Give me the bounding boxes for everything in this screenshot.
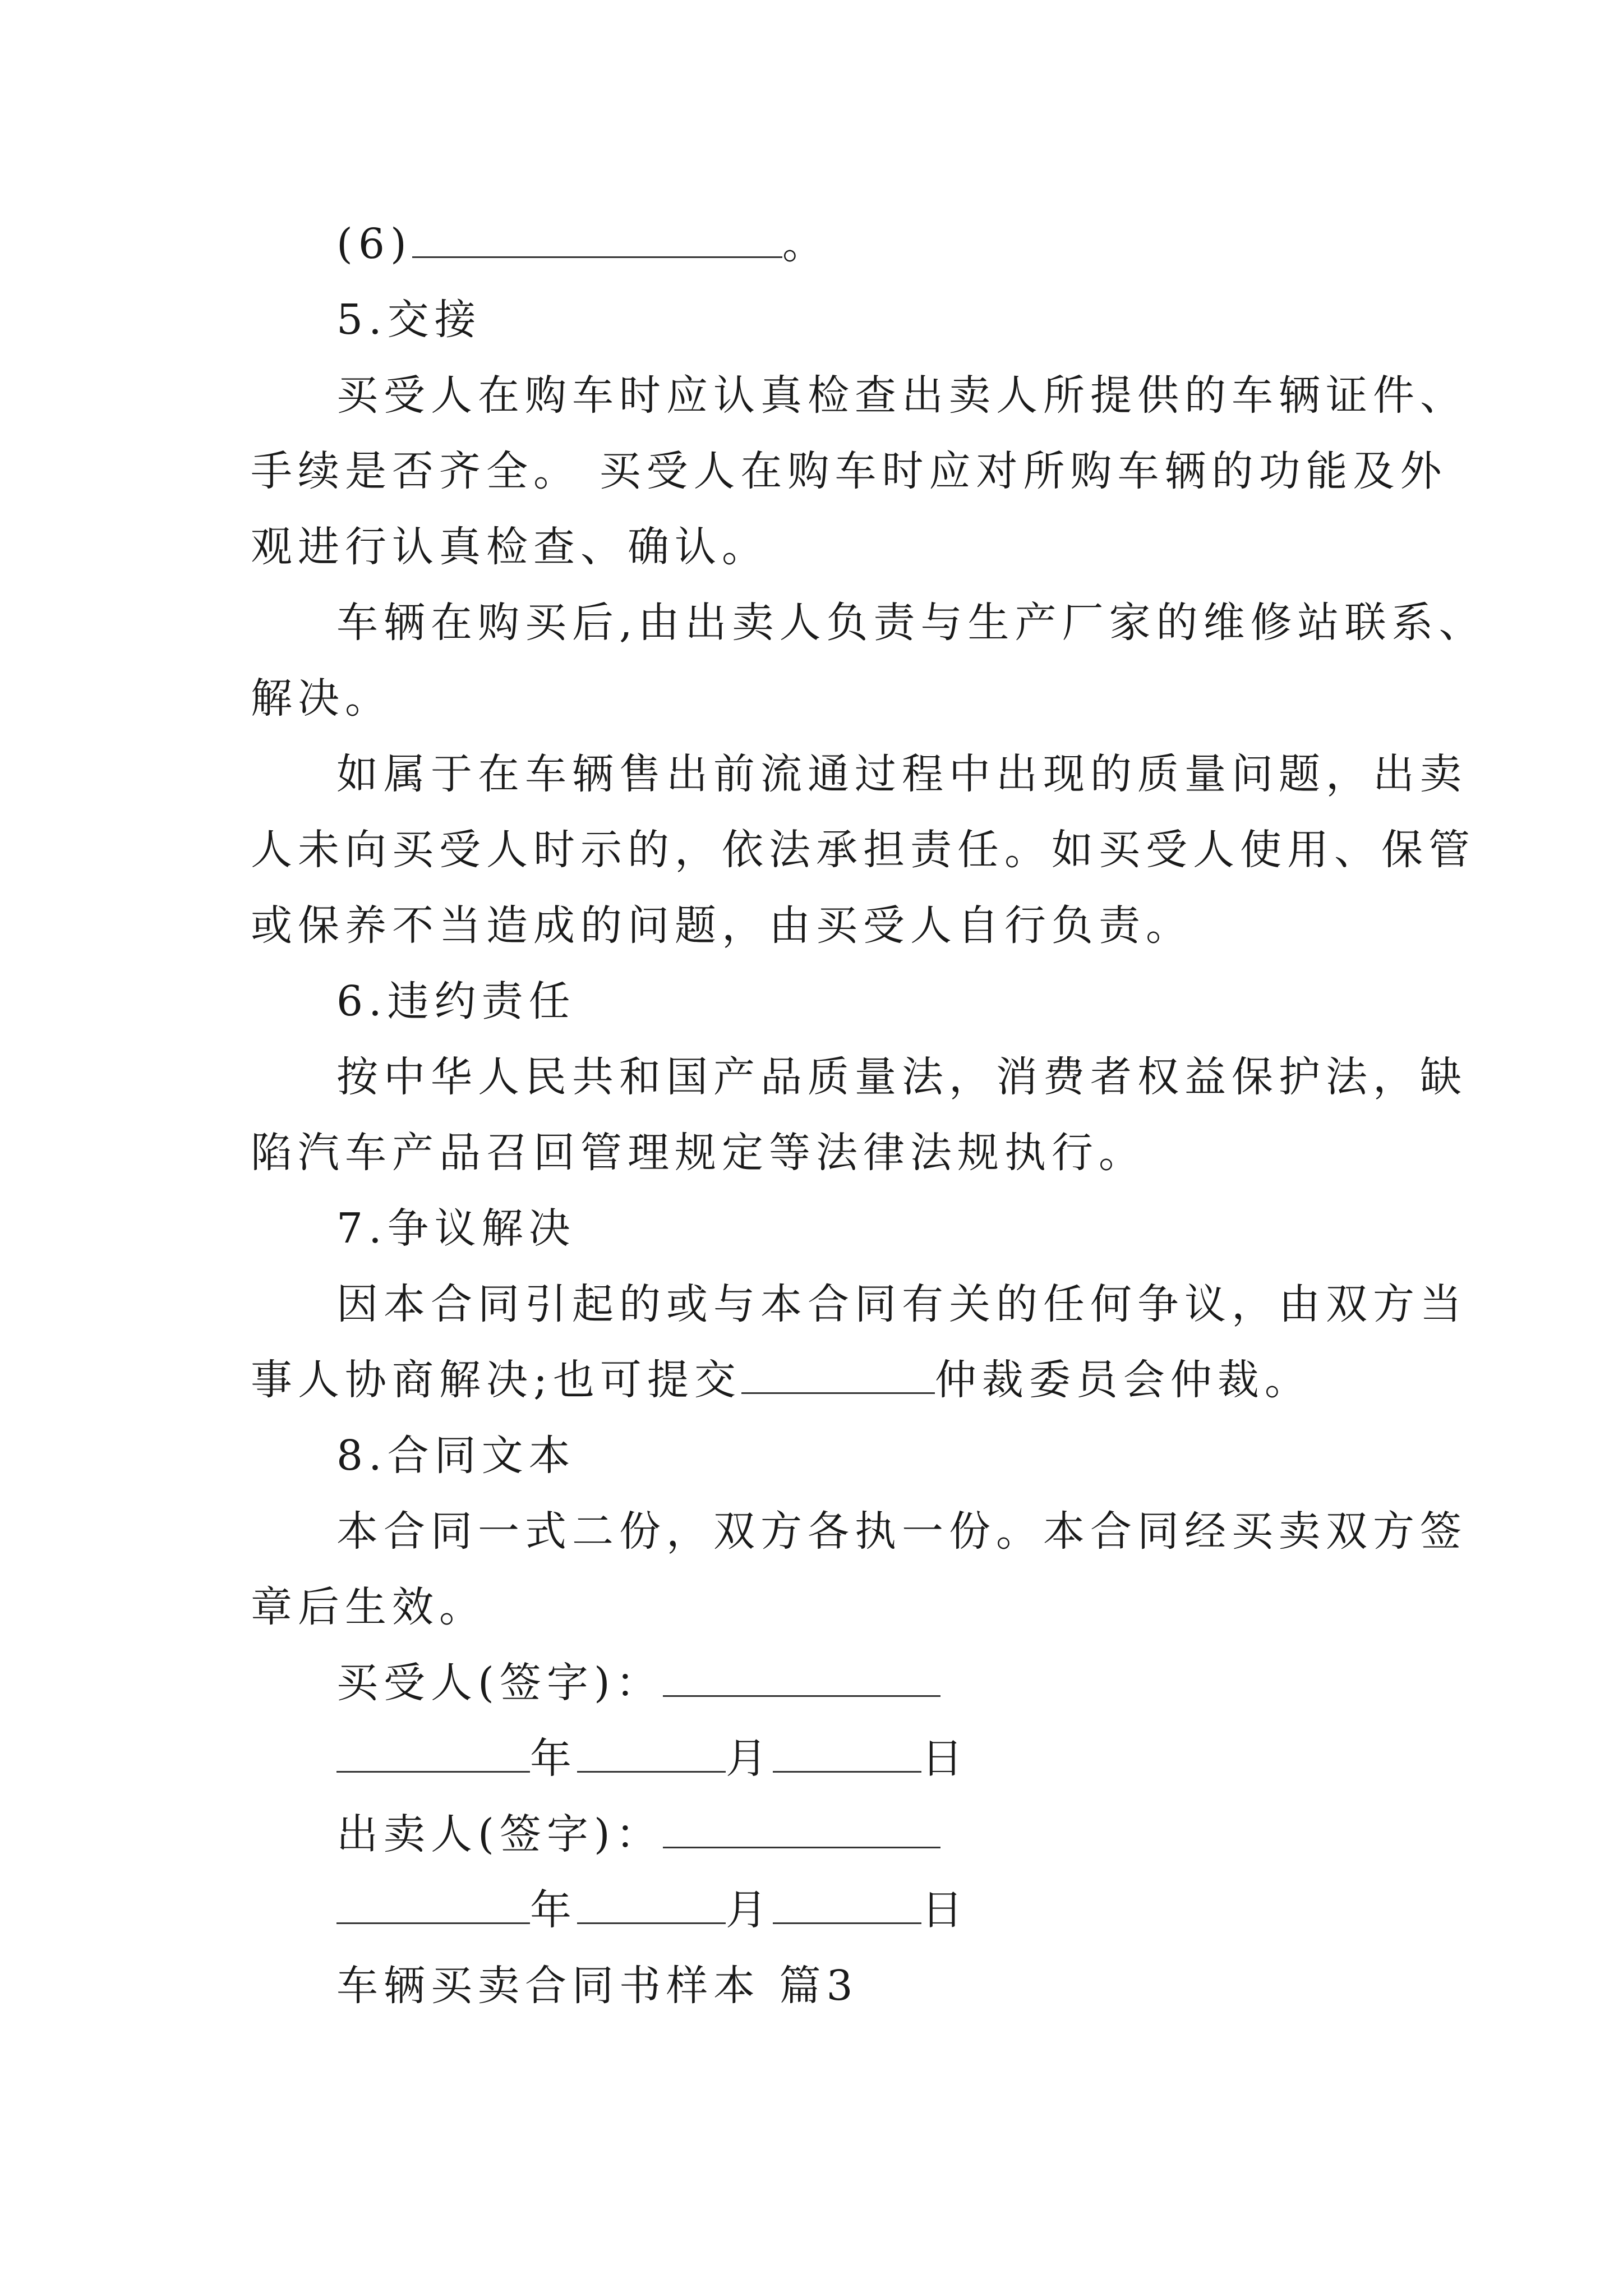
day-label: 日 <box>921 1734 969 1783</box>
buyer-date-line <box>336 1731 1469 1787</box>
section-8-heading: 8.合同文本 <box>336 1432 576 1480</box>
paragraph-line: 人未向买受人时示的，依法承担责任。如买受人使用、保管 <box>251 826 1476 874</box>
paragraph-line: 本合同一式二份，双方各执一份。本合同经买卖双方签 <box>336 1507 1467 1556</box>
item-6-blank <box>412 216 782 258</box>
item-6-end: 。 <box>782 220 829 268</box>
buyer-signature-blank <box>663 1655 940 1697</box>
seller-signature-blank <box>663 1806 940 1848</box>
seller-day-blank <box>773 1882 921 1924</box>
section-7-heading: 7.争议解决 <box>336 1204 576 1253</box>
buyer-signature-line <box>336 1655 1469 1711</box>
item-6-line <box>336 216 1469 272</box>
item-6-label: (6) <box>336 220 412 268</box>
buyer-day-blank <box>773 1731 921 1773</box>
arbitration-line <box>251 1352 1384 1408</box>
paragraph-line: 观进行认真检查、确认。 <box>251 523 769 571</box>
year-label: 年 <box>530 1734 577 1783</box>
day-label: 日 <box>921 1886 969 1934</box>
month-label: 月 <box>726 1734 773 1783</box>
seller-date-line <box>336 1882 1469 1938</box>
paragraph-line: 车辆在购买后,由出卖人负责与生产厂家的维修站联系、 <box>336 599 1486 647</box>
paragraph-line: 手续是否齐全。 买受人在购车时应对所购车辆的功能及外 <box>251 447 1447 495</box>
seller-month-blank <box>577 1882 726 1924</box>
arbitration-post: 仲裁委员会仲裁。 <box>934 1356 1312 1404</box>
paragraph-line: 或保养不当造成的问题，由买受人自行负责。 <box>251 901 1193 950</box>
seller-signature-line <box>336 1806 1469 1862</box>
buyer-year-blank <box>336 1731 530 1773</box>
next-section-title: 车辆买卖合同书样本 篇3 <box>336 1962 859 2010</box>
seller-year-blank <box>336 1882 530 1924</box>
section-6-heading: 6.违约责任 <box>336 977 576 1025</box>
seller-signature-label: 出卖人(签字)： <box>336 1810 663 1858</box>
paragraph-line: 如属于在车辆售出前流通过程中出现的质量问题，出卖 <box>336 750 1467 798</box>
year-label: 年 <box>530 1886 577 1934</box>
paragraph-line: 解决。 <box>251 674 392 723</box>
paragraph-line: 陷汽车产品召回管理规定等法律法规执行。 <box>251 1129 1146 1177</box>
paragraph-line: 买受人在购车时应认真检查出卖人所提供的车辆证件、 <box>336 371 1467 420</box>
buyer-signature-label: 买受人(签字)： <box>336 1659 663 1707</box>
section-5-heading: 5.交接 <box>336 296 482 344</box>
paragraph-line: 按中华人民共和国产品质量法，消费者权益保护法，缺 <box>336 1053 1467 1101</box>
month-label: 月 <box>726 1886 773 1934</box>
paragraph-line: 因本合同引起的或与本合同有关的任何争议，由双方当 <box>336 1280 1467 1328</box>
paragraph-line: 章后生效。 <box>251 1583 486 1631</box>
buyer-month-blank <box>577 1731 726 1773</box>
arbitration-pre: 事人协商解决;也可提交 <box>251 1356 741 1404</box>
arbitration-blank <box>741 1352 935 1394</box>
